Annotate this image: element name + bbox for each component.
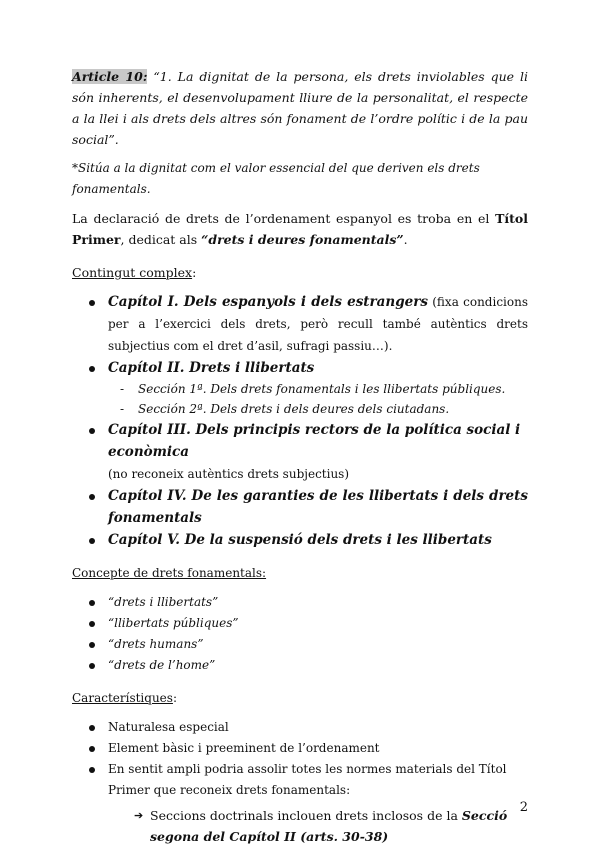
article-10-paragraph [72,66,528,150]
chapter-4-item [72,485,528,529]
document-page [72,66,528,847]
arrow-subitem [72,805,528,847]
page-number: 2 [519,800,528,815]
chapter-3-desc: (no reconeix autèntics drets subjectius) [108,467,350,481]
concepte-list [72,592,528,676]
caracteristiques-heading [72,688,528,709]
declaration-paragraph [72,208,528,250]
concepte-heading: Concepte de drets fonamentals: [72,566,267,580]
concepte-item: “drets humans” [72,634,528,655]
caracteristica-item: Element bàsic i preeminent de l’ordenament [72,738,528,759]
caracteristiques-heading-text: Característiques [72,691,173,705]
contingut-colon: : [192,265,197,280]
concepte-item: “drets de l’home” [72,655,528,676]
declaration-text-2: , dedicat als [120,232,202,247]
chapter-1-desc: (fixa condicions per a l’exercici dels drets, però recull també autèntics drets subjectius com el dret d’asil, sufragi passiu…). [108,295,528,353]
contingut-heading-text: Contingut complex [72,265,193,280]
contingut-heading [72,262,528,283]
titol-primer: Títol Primer [72,211,528,247]
caracteristica-item: Naturalesa especial [72,717,528,738]
declaration-end: . [403,232,408,247]
chapter-2-item [72,357,528,419]
chapter-5-title: Capítol V. De la suspensió dels drets i les llibertats [108,532,492,548]
drets-deures-phrase: “drets i deures fonamentals” [201,232,404,247]
caracteristiques-colon: : [172,691,177,705]
declaration-text: La declaració de drets de l’ordenament espanyol es troba en el [72,211,496,226]
chapters-list [72,291,528,551]
arrow-text: Seccions doctrinals inclouen drets inclosos de la [150,808,462,823]
arrow-bold-text: Secció segona del Capítol II (arts. 30-38) [150,808,508,844]
arrow-icon: ➔ [134,809,144,822]
chapter-2-title: Capítol II. Drets i llibertats [108,360,315,376]
caracteristiques-list [72,717,528,801]
concepte-item: “llibertats públiques” [72,613,528,634]
chapter-1-title: Capítol I. Dels espanyols i dels estrangers [108,294,428,310]
caracteristica-item: En sentit ampli podria assolir totes les normes materials del Títol Primer que reconeix drets fonamentals: [72,759,528,801]
chapter-2-sections [108,379,528,419]
article-label: Article 10: [72,69,148,84]
chapter-4-title: Capítol IV. De les garanties de les llibertats i dels drets fonamentals [108,488,528,526]
chapter-5-item [72,529,528,551]
chapter-3-item [72,419,528,485]
article-quote: “1. La dignitat de la persona, els drets inviolables que li són inherents, el desenvolupament lliure de la personalitat, el respecte a la llei i als drets dels altres són fonament de l’ordre polític i de la pau social”. [72,69,528,147]
chapter-1-item [72,291,528,357]
concepte-item: “drets i llibertats” [72,592,528,613]
chapter-3-title: Capítol III. Dels principis rectors de la política social i econòmica [108,422,521,460]
section-2: - Sección 2ª. Dels drets i dels deures dels ciutadans. [108,399,528,419]
article-note: *Sitúa a la dignitat com el valor essencial del que deriven els drets fonamentals. [72,161,480,196]
section-1: - Sección 1ª. Dels drets fonamentals i les llibertats públiques. [108,379,528,399]
